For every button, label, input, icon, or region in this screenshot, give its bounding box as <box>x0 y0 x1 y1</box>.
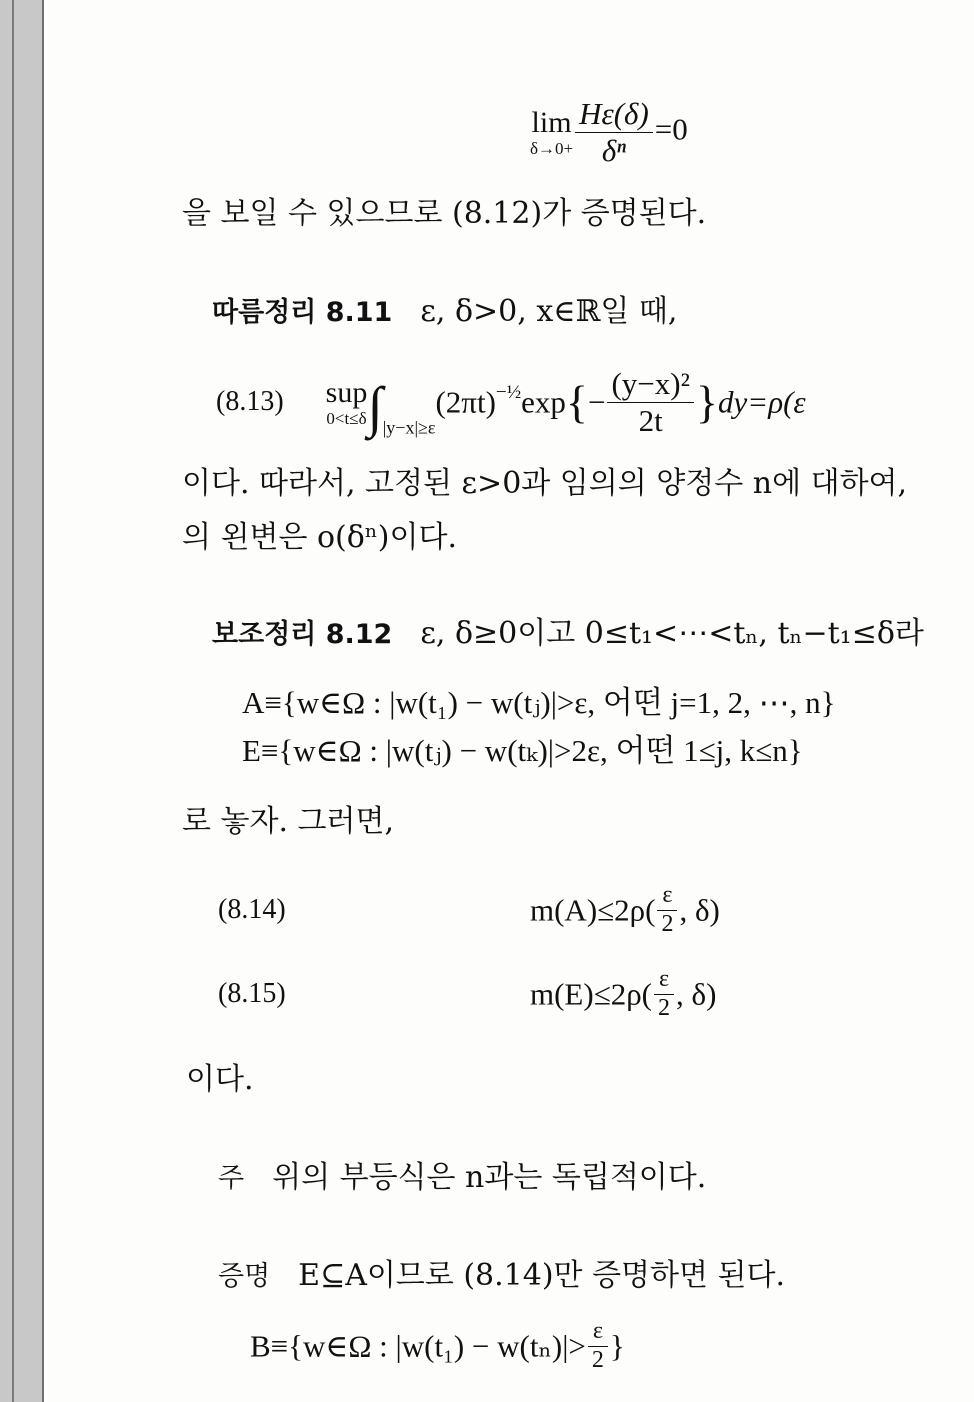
text-line-4: 로 놓자. 그러면, <box>182 804 395 839</box>
factor-exponent: −½ <box>495 381 522 403</box>
equation-8-14: (8.14) m(A)≤2ρ( $\frac{\varepsilon}{2}$ , δ) <box>218 882 720 937</box>
limit-operator: lim δ→0+ <box>530 105 574 158</box>
text-line-1: 을 보일 수 있으므로 (8.12)가 증명된다. <box>182 196 707 231</box>
limit-rhs: =0 <box>654 111 688 147</box>
document-page <box>46 0 974 1402</box>
exp-function: exp <box>521 384 566 420</box>
epsilon-half-fraction: $\frac{\varepsilon}{2}$ <box>588 1318 608 1374</box>
proof <box>218 1258 785 1294</box>
equation-number: (8.14) <box>218 894 286 926</box>
lemma-heading <box>212 616 924 652</box>
lemma-text: ε, δ≥0이고 0≤t₁<⋯<tₙ, tₙ−t₁≤δ라 <box>420 616 924 651</box>
proof-text: E⊆A이므로 (8.14)만 증명하면 된다. <box>298 1258 786 1293</box>
remark-label: 주 <box>218 1163 245 1194</box>
equation-number: (8.15) <box>218 978 286 1010</box>
equation-tail: dy=ρ(ε <box>718 384 806 420</box>
epsilon-half-fraction: $\frac{\varepsilon}{2}$ <box>654 966 674 1022</box>
text-line-5: 이다. <box>186 1062 254 1097</box>
limit-fraction: $\frac{H\varepsilon(\delta)}{\text{δⁿ}}$ <box>575 96 653 168</box>
corollary-heading <box>212 294 677 330</box>
corollary-text: ε, δ>0, x∈ℝ일 때, <box>420 294 678 329</box>
exponent-fraction: $\frac{\text{(y−x)²}}{2t}$ <box>607 366 693 438</box>
integral-domain: |y−x|≥ε <box>382 417 436 438</box>
equation-8-13: (8.13) sup 0<t≤δ $\int_{|y-x|\ge\varepsilon}(2\pi t)^{-\frac{1}{2}}\exp\{-$ $\frac{\text{(y−x)²}}{2t}$ }dy=ρ(ε <box>216 366 806 439</box>
left-margin-strip <box>0 0 44 1402</box>
set-A-definition: A≡{w∈Ω : |w(t₁) − w(tⱼ)|>ε, 어떤 j=1, 2, ⋯, n} <box>242 685 836 720</box>
epsilon-half-fraction: $\frac{\varepsilon}{2}$ <box>657 882 677 938</box>
remark-text: 위의 부등식은 n과는 독립적이다. <box>272 1160 707 1195</box>
corollary-label: 따름정리 8.11 <box>212 297 393 328</box>
text-line-2: 이다. 따라서, 고정된 ε>0과 임의의 양정수 n에 대하여, <box>182 466 908 501</box>
limit-equation <box>530 96 688 168</box>
set-B-definition: B≡{w∈Ω : |w(t₁) − w(tₙ)|> $\frac{\varepsilon}{2}$ } <box>250 1318 625 1373</box>
text-line-3: 의 왼변은 o(δⁿ)이다. <box>182 520 457 555</box>
equation-8-15: (8.15) m(E)≤2ρ( $\frac{\varepsilon}{2}$ , δ) <box>218 966 717 1021</box>
lemma-label: 보조정리 8.12 <box>212 619 393 650</box>
proof-label: 증명 <box>218 1261 271 1292</box>
sup-operator: sup 0<t≤δ <box>325 375 368 428</box>
gaussian-factor: (2πt) <box>435 384 496 420</box>
equation-number: (8.13) <box>216 386 284 418</box>
integral-sign: ∫ <box>367 376 383 439</box>
set-E-definition: E≡{w∈Ω : |w(tⱼ) − w(tₖ)|>2ε, 어떤 1≤j, k≤n} <box>242 733 803 768</box>
remark <box>218 1160 706 1196</box>
